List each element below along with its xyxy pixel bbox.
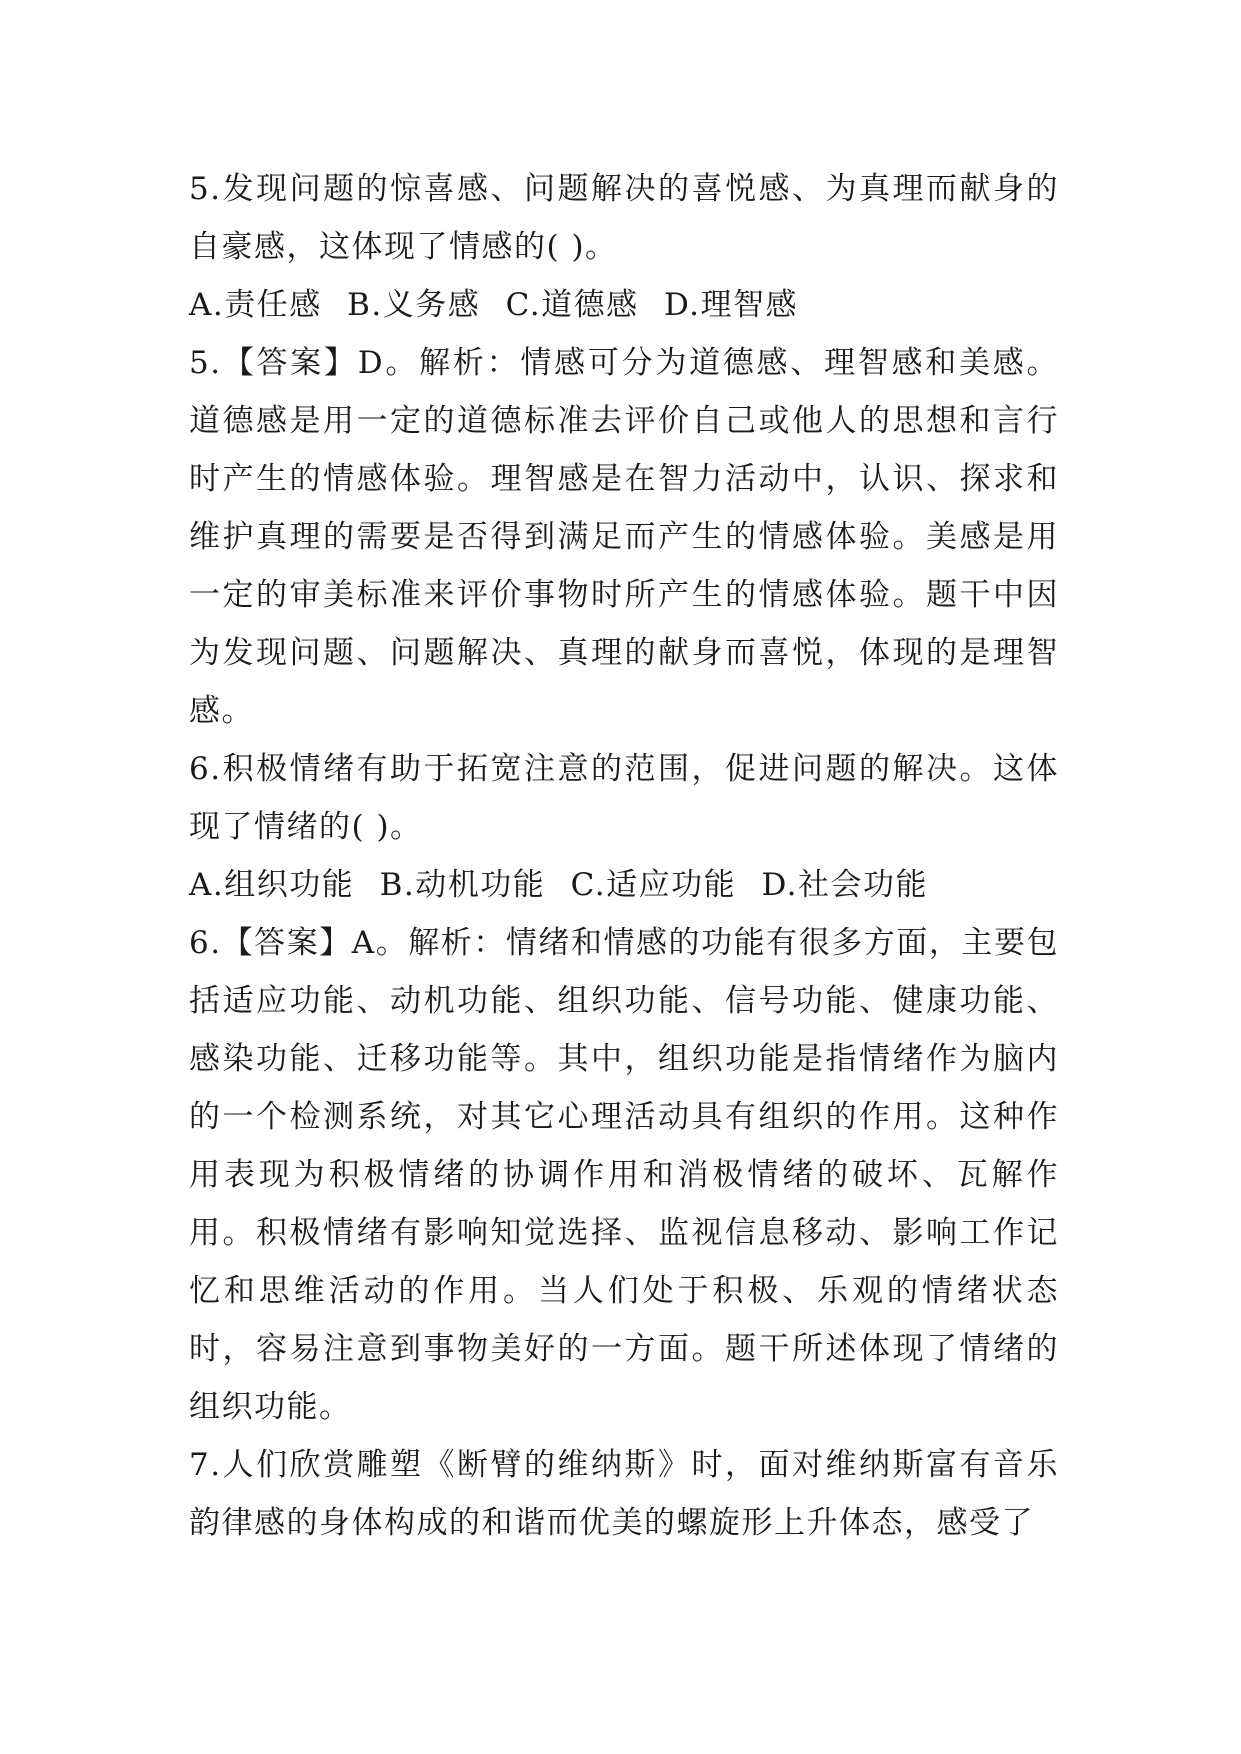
- document-page: [189, 160, 1059, 1552]
- question-5-option-a: A.责任感: [189, 287, 322, 323]
- question-6-answer: 6.【答案】A。解析：情绪和情感的功能有很多方面，主要包括适应功能、动机功能、组织功能、信号功能、健康功能、感染功能、迁移功能等。其中，组织功能是指情绪作为脑内的一个检测系统，对其它心理活动具有组织的作用。这种作用表现为积极情绪的协调作用和消极情绪的破坏、瓦解作用。积极情绪有影响知觉选择、监视信息移动、影响工作记忆和思维活动的作用。当人们处于积极、乐观的情绪状态时，容易注意到事物美好的一方面。题干所述体现了情绪的组织功能。: [189, 925, 1059, 1425]
- question-6-options: [189, 856, 1059, 914]
- question-5-stem: 5.发现问题的惊喜感、问题解决的喜悦感、为真理而献身的自豪感，这体现了情感的( )。: [189, 171, 1059, 265]
- question-5-answer: 5.【答案】D。解析：情感可分为道德感、理智感和美感。道德感是用一定的道德标准去评价自己或他人的思想和言行时产生的情感体验。理智感是在智力活动中，认识、探求和维护真理的需要是否得到满足而产生的情感体验。美感是用一定的审美标准来评价事物时所产生的情感体验。题干中因为发现问题、问题解决、真理的献身而喜悦，体现的是理智感。: [189, 345, 1059, 729]
- question-6-stem: 6.积极情绪有助于拓宽注意的范围，促进问题的解决。这体现了情绪的( )。: [189, 751, 1059, 845]
- question-5-option-b: B.义务感: [347, 287, 481, 323]
- question-6-option-a: A.组织功能: [189, 867, 355, 903]
- question-7-stem: 7.人们欣赏雕塑《断臂的维纳斯》时，面对维纳斯富有音乐韵律感的身体构成的和谐而优美的螺旋形上升体态，感受了: [189, 1447, 1059, 1541]
- question-5-options: [189, 276, 1059, 334]
- question-6-option-b: B.动机功能: [379, 867, 546, 903]
- question-5-option-c: C.道德感: [505, 287, 639, 323]
- question-5-option-d: D.理智感: [663, 287, 799, 323]
- question-6-option-d: D.社会功能: [761, 867, 929, 903]
- question-6-option-c: C.适应功能: [570, 867, 737, 903]
